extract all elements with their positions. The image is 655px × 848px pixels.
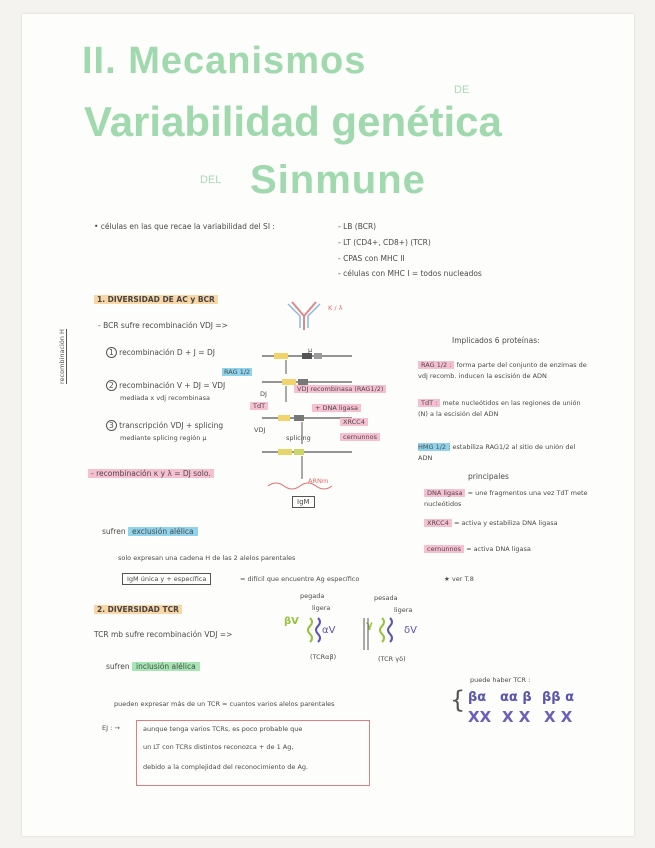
rag-label: RAG 1/2 <box>224 368 251 376</box>
protein-key: RAG 1/2 : <box>418 361 454 369</box>
title-line-1: II. Mecanismos <box>82 40 367 82</box>
cernunnos-text: cernunnos <box>340 433 380 441</box>
main-protein <box>424 488 594 510</box>
delta-v: δV <box>404 625 417 636</box>
example-line: aunque tenga varios TCRs, es poco probable que <box>143 725 303 733</box>
splicing-label: splicing <box>286 434 311 442</box>
notebook-page <box>22 14 634 836</box>
tcr-label: ligera <box>394 606 413 614</box>
example-box <box>136 720 370 786</box>
exclusion-line <box>102 527 198 536</box>
protein-key: HMG 1/2 : <box>418 443 451 451</box>
brace: { <box>450 686 466 714</box>
greek-1: βα <box>468 690 487 705</box>
mu-label: μ <box>308 346 313 354</box>
xrcc4-text: XRCC4 <box>340 418 368 426</box>
tcr-drawing <box>302 614 422 654</box>
protein-key: cernunnos <box>424 545 464 553</box>
tcr-gd-label: (TCR γδ) <box>378 655 406 663</box>
step-3 <box>106 421 223 430</box>
example-line: debido a la complejidad del reconocimiento de Ag. <box>143 763 309 771</box>
step-text: recombinación D + J = DJ <box>119 348 215 357</box>
implicated-heading: Implicados 6 proteínas: <box>452 336 540 345</box>
alpha-v: αV <box>322 625 336 636</box>
cross-3: X X <box>544 708 573 726</box>
exclusion-term: exclusión alélica <box>128 527 198 536</box>
star-note: ★ ver T.8 <box>444 575 474 583</box>
intro-item: - CPAS con MHC II <box>338 254 405 263</box>
tdt-label: TdT <box>250 402 268 410</box>
step-text: transcripción VDJ + splicing <box>119 421 224 430</box>
tcr-recombination: TCR mb sufre recombinación VDJ => <box>94 630 233 639</box>
gamma: γ <box>366 620 373 631</box>
recombinase-label <box>294 385 386 393</box>
allele-note: solo expresan una cadena H de las 2 alelos parentales <box>118 554 296 562</box>
inclusion-line <box>106 662 200 671</box>
vertical-label: recombinación H <box>58 329 66 384</box>
tcr-label: pegada <box>300 592 325 600</box>
recombinase-text: VDJ recombinasa (RAG1/2) <box>294 385 386 393</box>
exclusion-pre: sufren <box>102 527 126 536</box>
implicated-item <box>418 442 588 464</box>
arnm-label: ARNm <box>308 477 329 485</box>
kappa-text: - recombinación κ y λ = DJ solo. <box>88 469 214 478</box>
step-number: 3 <box>106 420 117 431</box>
ej-label: EJ : → <box>102 724 120 732</box>
greek-2: αα β <box>500 690 532 705</box>
greek-3: ββ α <box>542 690 575 705</box>
bcr-recombination: - BCR sufre recombinación VDJ => <box>98 321 228 330</box>
cross-2: X X <box>502 708 531 726</box>
step-3-sub: mediante splicing región μ <box>120 434 207 442</box>
step-number: 1 <box>106 347 117 358</box>
step-2 <box>106 381 225 390</box>
step-1 <box>106 348 215 357</box>
puede-haber: puede haber TCR : <box>470 676 531 684</box>
protein-desc: = une fragmentos una vez TdT mete nucleótidos <box>424 489 588 508</box>
antibody-icon <box>284 298 324 332</box>
step-2-sub: mediada x vdj recombinasa <box>120 394 210 402</box>
igm-box: IgM <box>292 496 315 508</box>
main-protein <box>424 518 594 529</box>
protein-key: TdT : <box>418 399 440 407</box>
step-text: recombinación V + DJ = VDJ <box>119 381 226 390</box>
tcr-label: pesada <box>374 594 398 602</box>
protein-desc: forma parte del conjunto de enzimas de vdj recomb. inducen la escisión de ADN <box>418 361 587 380</box>
kappa-lambda-note <box>88 469 214 478</box>
can-express-note: pueden expresar más de un TCR = cuantos varios alelos parentales <box>114 700 335 708</box>
protein-desc: mete nucleótidos en las regiones de unión (N) a la escisión del ADN <box>418 399 581 418</box>
inclusion-term: inclusión alélica <box>132 662 200 671</box>
example-line: un LT con TCRs distintos reconozca + de 1 Ag, <box>143 743 294 751</box>
inclusion-pre: sufren <box>106 662 130 671</box>
dna-ligasa-label <box>312 404 361 412</box>
principales-label: principales <box>468 472 509 481</box>
tcr-label: ligera <box>312 604 331 612</box>
igm-rest: = difícil que encuentre Ag específico <box>240 575 360 583</box>
protein-desc: estabiliza RAG1/2 al sitio de unión del ADN <box>418 443 576 462</box>
intro-text: • células en las que recae la variabilidad del SI : <box>94 222 275 231</box>
title-line-3: Sinmune <box>250 158 426 202</box>
dna-ligasa-text: + DNA ligasa <box>312 404 361 412</box>
bcr-chain-labels: K / λ <box>328 304 343 312</box>
section-2-heading: 2. DIVERSIDAD TCR <box>94 605 182 614</box>
title-line-2: Variabilidad genética <box>84 98 502 145</box>
cernunnos-label <box>340 433 380 441</box>
title-de: DE <box>454 84 470 96</box>
tcr-ab-label: (TCRαβ) <box>310 653 337 661</box>
cross-1: XX <box>468 708 492 726</box>
main-protein <box>424 544 594 555</box>
xrcc4-label <box>340 418 368 426</box>
intro-item: - LT (CD4+, CD8+) (TCR) <box>338 238 431 247</box>
protein-desc: = activa y estabiliza DNA ligasa <box>453 519 558 527</box>
title-del: DEL <box>200 174 222 186</box>
intro-item: - células con MHC I = todos nucleados <box>338 269 482 278</box>
beta-v: βV <box>284 616 299 627</box>
intro-item: - LB (BCR) <box>338 222 377 231</box>
dj-label: DJ <box>260 390 267 398</box>
protein-desc: = activa DNA ligasa <box>466 545 531 553</box>
step-number: 2 <box>106 380 117 391</box>
vdj-label: VDJ <box>254 426 266 434</box>
igm-unique-box: IgM única y + específica <box>122 573 211 585</box>
protein-key: XRCC4 <box>424 519 452 527</box>
section-1-heading: 1. DIVERSIDAD DE AC y BCR <box>94 295 218 304</box>
implicated-item <box>418 360 588 382</box>
implicated-item <box>418 398 588 420</box>
protein-key: DNA ligasa <box>424 489 465 497</box>
